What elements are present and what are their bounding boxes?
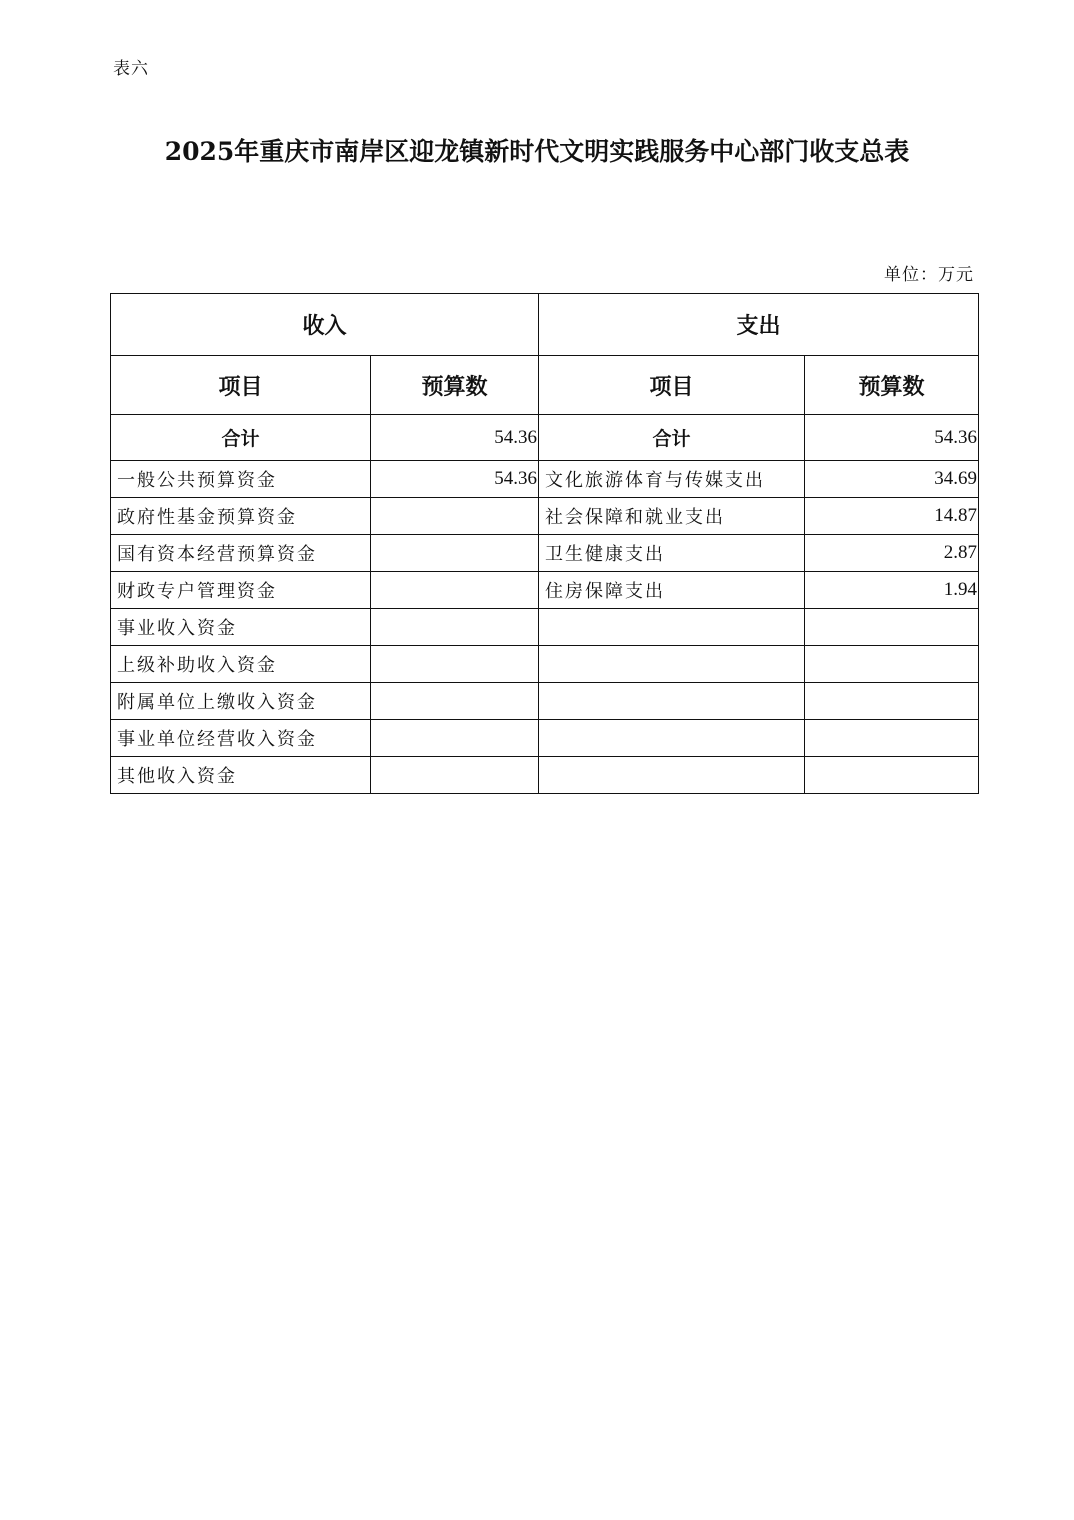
total-row	[111, 415, 979, 461]
table-row	[111, 535, 979, 572]
table-row	[111, 646, 979, 683]
income-value	[371, 609, 539, 646]
expense-total-value: 54.36	[805, 415, 979, 461]
expense-item	[539, 720, 805, 757]
column-header-row	[111, 356, 979, 415]
section-header-row	[111, 294, 979, 356]
income-value	[371, 498, 539, 535]
income-item: 一般公共预算资金	[111, 461, 371, 498]
table-row	[111, 461, 979, 498]
income-item: 事业单位经营收入资金	[111, 720, 371, 757]
expense-header: 支出	[539, 294, 979, 356]
expense-value: 14.87	[805, 498, 979, 535]
expense-value	[805, 683, 979, 720]
expense-value	[805, 720, 979, 757]
expense-value: 2.87	[805, 535, 979, 572]
unit-label: 单位：万元	[884, 265, 974, 285]
income-header: 收入	[111, 294, 539, 356]
income-total-label: 合计	[111, 415, 371, 461]
income-value: 54.36	[371, 461, 539, 498]
page-title: 2025年重庆市南岸区迎龙镇新时代文明实践服务中心部门收支总表	[164, 137, 910, 166]
table-row	[111, 720, 979, 757]
income-item: 事业收入资金	[111, 609, 371, 646]
income-value	[371, 572, 539, 609]
expense-item: 卫生健康支出	[539, 535, 805, 572]
table-row	[111, 498, 979, 535]
expense-value	[805, 609, 979, 646]
income-item: 其他收入资金	[111, 757, 371, 794]
expense-value: 34.69	[805, 461, 979, 498]
income-item: 上级补助收入资金	[111, 646, 371, 683]
table-label: 表六	[113, 59, 149, 79]
income-value	[371, 683, 539, 720]
expense-budget-column-header: 预算数	[805, 356, 979, 415]
expense-item: 住房保障支出	[539, 572, 805, 609]
income-item: 附属单位上缴收入资金	[111, 683, 371, 720]
income-value	[371, 720, 539, 757]
income-total-value: 54.36	[371, 415, 539, 461]
expense-item	[539, 757, 805, 794]
expense-value	[805, 646, 979, 683]
income-value	[371, 535, 539, 572]
income-item: 政府性基金预算资金	[111, 498, 371, 535]
table-row	[111, 683, 979, 720]
expense-item	[539, 683, 805, 720]
income-item: 财政专户管理资金	[111, 572, 371, 609]
expense-item	[539, 609, 805, 646]
table-row	[111, 757, 979, 794]
table-row	[111, 609, 979, 646]
income-item-column-header: 项目	[111, 356, 371, 415]
table-row	[111, 572, 979, 609]
expense-item: 文化旅游体育与传媒支出	[539, 461, 805, 498]
income-value	[371, 646, 539, 683]
income-item: 国有资本经营预算资金	[111, 535, 371, 572]
income-expense-table	[110, 293, 979, 794]
expense-total-label: 合计	[539, 415, 805, 461]
expense-value	[805, 757, 979, 794]
expense-item	[539, 646, 805, 683]
expense-item: 社会保障和就业支出	[539, 498, 805, 535]
income-value	[371, 757, 539, 794]
expense-value: 1.94	[805, 572, 979, 609]
income-budget-column-header: 预算数	[371, 356, 539, 415]
expense-item-column-header: 项目	[539, 356, 805, 415]
